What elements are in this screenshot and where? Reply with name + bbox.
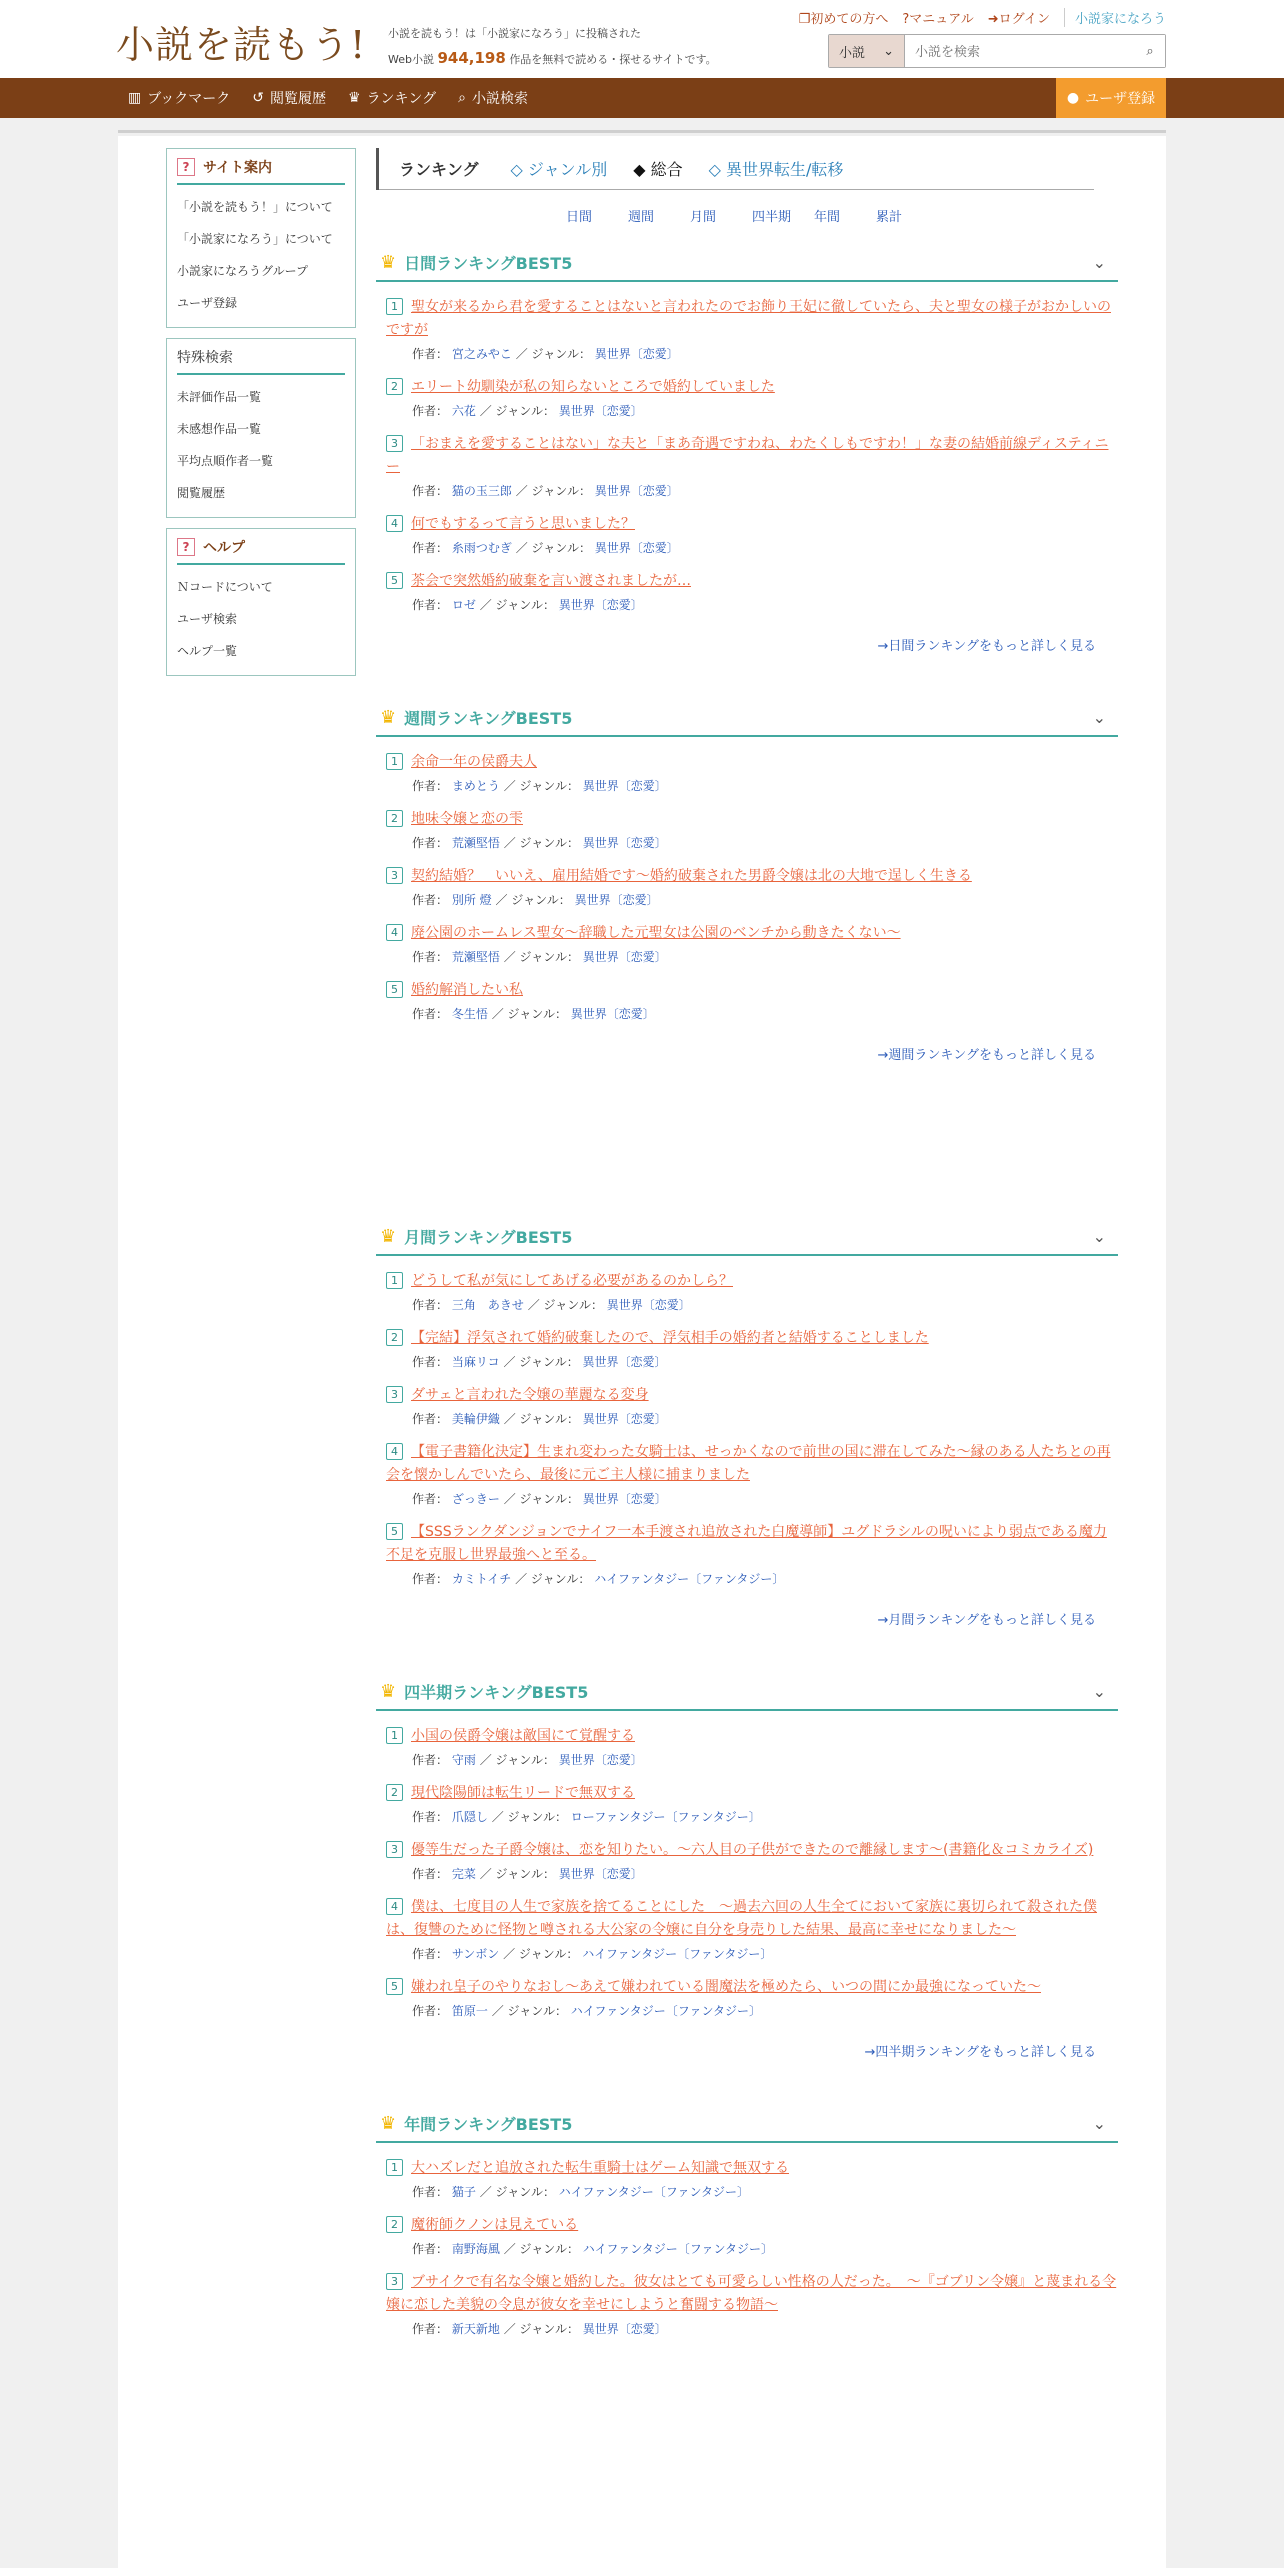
genre-label: ／ ジャンル： xyxy=(491,1007,567,1021)
genre-link[interactable]: 異世界〔恋愛〕 xyxy=(570,1007,655,1021)
genre-label: ／ ジャンル： xyxy=(503,779,579,793)
rank-number: 3 xyxy=(386,2273,403,2290)
chevron-down-icon[interactable]: ⌄ xyxy=(1092,708,1106,727)
genre-label: ／ ジャンル： xyxy=(503,1947,579,1961)
genre-link[interactable]: 異世界〔恋愛〕 xyxy=(594,541,679,555)
crown-icon: ♛ xyxy=(380,252,397,273)
list-item xyxy=(376,1962,1118,2019)
sidebar-item-help-list[interactable]: ヘルプ一覧 xyxy=(177,644,238,658)
period-cumulative[interactable]: 累計 xyxy=(876,210,903,225)
top-links xyxy=(799,8,1166,27)
novel-title-link[interactable]: 【電子書籍化決定】生まれ変わった女騎士は、せっかくなので前世の国に滞在してみた～縁のある人たちとの再会を懐かしんでいたら、最後に元ご主人様に捕まりました xyxy=(386,1444,1111,1483)
chevron-down-icon: ⌄ xyxy=(883,43,894,59)
chevron-down-icon[interactable]: ⌄ xyxy=(1092,253,1106,272)
help-title: ヘルプ xyxy=(203,540,245,556)
work-count: 944,198 xyxy=(437,49,506,67)
search-input[interactable] xyxy=(905,35,1135,67)
genre-label: ／ ジャンル： xyxy=(503,836,579,850)
section-title: 日間ランキングBEST5 xyxy=(404,254,573,273)
author-label: 作者： xyxy=(412,484,449,498)
author-link[interactable]: 別所 燈 xyxy=(451,893,492,907)
sidebar-item-ncode[interactable]: Ｎコードについて xyxy=(177,580,273,594)
author-link[interactable]: まめとう xyxy=(451,779,500,793)
novel-title-link[interactable]: 婚約解消したい私 xyxy=(411,982,523,998)
section-header[interactable] xyxy=(376,2112,1118,2143)
author-link[interactable]: 美輪伊織 xyxy=(451,1412,500,1426)
genre-label: ／ ジャンル： xyxy=(479,598,555,612)
author-label: 作者： xyxy=(412,1007,449,1021)
section-title: 月間ランキングBEST5 xyxy=(404,1228,573,1247)
rank-number: 5 xyxy=(386,1523,403,1540)
genre-label: ／ ジャンル： xyxy=(515,484,591,498)
rank-number: 3 xyxy=(386,1386,403,1403)
author-label: 作者： xyxy=(412,2185,449,2199)
nav-history[interactable]: ↺ 閲覧履歴 xyxy=(252,90,326,107)
author-label: 作者： xyxy=(412,779,449,793)
list-item xyxy=(376,1711,1118,1768)
author-label: 作者： xyxy=(412,1355,449,1369)
author-link[interactable]: 新天新地 xyxy=(451,2322,500,2336)
login-icon: ➜ xyxy=(987,12,999,27)
novel-title-link[interactable]: 契約結婚？ いいえ、雇用結婚です～婚約破棄された男爵令嬢は北の大地で逞しく生きる xyxy=(411,868,972,884)
author-label: 作者： xyxy=(412,1810,449,1824)
genre-link[interactable]: ハイファンタジー〔ファンタジー〕 xyxy=(558,2185,749,2199)
narou-logo-link[interactable]: 小説家になろう xyxy=(1064,8,1166,27)
genre-label: ／ ジャンル： xyxy=(503,2242,579,2256)
author-label: 作者： xyxy=(412,1753,449,1767)
book-icon: ❐ xyxy=(798,12,811,27)
genre-label: ／ ジャンル： xyxy=(503,1412,579,1426)
novel-title-link[interactable]: 僕は、七度目の人生で家族を捨てることにした ～過去六回の人生全てにおいて家族に裏切られて殺された僕は、復讐のために怪物と噂される大公家の令嬢に自分を身売りした結果、最高に幸せになりました～ xyxy=(386,1899,1097,1938)
sidebar-item-unrated[interactable]: 未評価作品一覧 xyxy=(177,390,262,404)
author-link[interactable]: 当麻リコ xyxy=(451,1355,500,1369)
genre-label: ／ ジャンル： xyxy=(515,541,591,555)
list-item xyxy=(376,2200,1118,2257)
genre-label: ／ ジャンル： xyxy=(491,1810,567,1824)
sidebar xyxy=(166,148,356,686)
list-item xyxy=(376,362,1118,419)
section-title: 週間ランキングBEST5 xyxy=(404,709,573,728)
novel-title-link[interactable]: 地味令嬢と恋の雫 xyxy=(411,811,523,827)
rank-number: 1 xyxy=(386,298,403,315)
genre-link[interactable]: 異世界〔恋愛〕 xyxy=(582,779,667,793)
period-daily[interactable]: 日間 xyxy=(566,210,593,225)
rank-number: 5 xyxy=(386,572,403,589)
ranking-content xyxy=(376,148,1118,2337)
genre-link[interactable]: 異世界〔恋愛〕 xyxy=(582,950,667,964)
genre-link[interactable]: 異世界〔恋愛〕 xyxy=(594,347,679,361)
list-item xyxy=(376,737,1118,794)
first-visit-link[interactable]: ❐初めての方へ xyxy=(798,12,889,27)
genre-link[interactable]: 異世界〔恋愛〕 xyxy=(558,598,643,612)
ranking-tabs xyxy=(376,148,1094,190)
tab-genre[interactable]: ◇ ジャンル別 xyxy=(510,160,608,179)
list-item xyxy=(376,794,1118,851)
main-frame xyxy=(118,136,1166,2568)
author-link[interactable]: 六花 xyxy=(451,404,476,418)
site-tagline: 小説を読もう！は「小説家になろう」に投稿された Web小説 944,198 作品を無料で読める・探せるサイトです。 xyxy=(388,27,717,67)
section-header[interactable] xyxy=(376,1225,1118,1256)
author-link[interactable]: 南野海風 xyxy=(451,2242,500,2256)
genre-label: ／ ジャンル： xyxy=(479,1753,555,1767)
ranking-section xyxy=(376,1680,1118,2060)
rank-number: 4 xyxy=(386,1898,403,1915)
ranking-heading: ランキング xyxy=(376,148,511,190)
help-box xyxy=(166,528,356,676)
rank-number: 2 xyxy=(386,2216,403,2233)
site-logo[interactable]: 小説を読もう! xyxy=(116,23,367,67)
rank-number: 5 xyxy=(386,1978,403,1995)
novel-title-link[interactable]: 【完結】浮気されて婚約破棄したので、浮気相手の婚約者と結婚することしました xyxy=(411,1330,929,1346)
tab-overall[interactable]: ◆ 総合 xyxy=(633,160,683,179)
list-item xyxy=(376,851,1118,908)
ranking-section xyxy=(376,2112,1118,2337)
list-item xyxy=(376,556,1118,613)
genre-label: ／ ジャンル： xyxy=(515,1572,591,1586)
author-link[interactable]: カミトイチ xyxy=(451,1572,512,1586)
author-link[interactable]: ロゼ xyxy=(451,598,476,612)
rank-number: 1 xyxy=(386,1272,403,1289)
list-item xyxy=(376,2143,1118,2200)
genre-link[interactable]: 異世界〔恋愛〕 xyxy=(574,893,659,907)
crown-icon: ♛ xyxy=(380,1681,397,1702)
search-icon: ⌕ xyxy=(458,90,466,106)
crown-icon: ♛ xyxy=(380,707,397,728)
period-weekly[interactable]: 週間 xyxy=(628,210,655,225)
novel-title-link[interactable]: 茶会で突然婚約破棄を言い渡されましたが… xyxy=(411,573,691,589)
genre-label: ／ ジャンル： xyxy=(479,404,555,418)
header-divider xyxy=(118,130,1166,133)
list-item xyxy=(376,1370,1118,1427)
site-guide-title: サイト案内 xyxy=(203,160,273,176)
section-header[interactable] xyxy=(376,1680,1118,1711)
novel-title-link[interactable]: 小国の侯爵令嬢は敵国にて覚醒する xyxy=(411,1728,635,1744)
novel-title-link[interactable]: どうして私が気にしてあげる必要があるのかしら？ xyxy=(411,1273,733,1289)
rank-number: 2 xyxy=(386,1329,403,1346)
more-ranking-link[interactable]: →週間ランキングをもっと詳しく見る xyxy=(877,1048,1096,1063)
ranking-section xyxy=(376,251,1118,654)
list-item xyxy=(376,499,1118,556)
novel-title-link[interactable]: 大ハズレだと追放された転生重騎士はゲーム知識で無双する xyxy=(411,2160,789,2176)
author-link[interactable]: 荒瀬堅悟 xyxy=(451,836,500,850)
author-link[interactable]: 爪隠し xyxy=(451,1810,488,1824)
nav-search[interactable]: ⌕ 小説検索 xyxy=(458,90,528,107)
novel-title-link[interactable]: 【SSSランクダンジョンでナイフ一本手渡され追放された白魔導師】ユグドラシルの呪いにより弱点である魔力不足を克服し世界最強へと至る。 xyxy=(386,1524,1107,1563)
novel-title-link[interactable]: 魔術師クノンは見えている xyxy=(411,2217,579,2233)
genre-link[interactable]: ハイファンタジー〔ファンタジー〕 xyxy=(582,1947,773,1961)
nav-ranking[interactable]: ♛ ランキング xyxy=(348,90,437,107)
bookmark-icon: ▥ xyxy=(128,90,142,106)
novel-title-link[interactable]: ブサイクで有名な令嬢と婚約した。彼女はとても可愛らしい性格の人だった。 ～『ゴブリン令嬢』と蔑まれる令嬢に恋した美貌の令息が彼女を幸せにしようと奮闘する物語～ xyxy=(386,2274,1117,2313)
period-yearly[interactable]: 年間 xyxy=(814,210,841,225)
crown-icon: ♛ xyxy=(380,1226,397,1247)
genre-label: ／ ジャンル： xyxy=(491,2004,567,2018)
section-title: 年間ランキングBEST5 xyxy=(404,2115,573,2134)
rank-number: 2 xyxy=(386,810,403,827)
novel-title-link[interactable]: 現代陰陽師は転生リードで無双する xyxy=(411,1785,635,1801)
genre-link[interactable]: 異世界〔恋愛〕 xyxy=(582,1492,667,1506)
special-search-box xyxy=(166,338,356,518)
sidebar-item-about-yomou[interactable]: 「小説を読もう！」について xyxy=(177,200,333,214)
author-label: 作者： xyxy=(412,598,449,612)
search-button[interactable] xyxy=(1135,35,1165,67)
author-link[interactable]: サンボン xyxy=(451,1947,500,1961)
chevron-down-icon[interactable]: ⌄ xyxy=(1092,1227,1106,1246)
genre-link[interactable]: 異世界〔恋愛〕 xyxy=(558,404,643,418)
list-item xyxy=(376,1507,1118,1587)
author-link[interactable]: 冬生悟 xyxy=(451,1007,488,1021)
list-item xyxy=(376,282,1118,362)
novel-title-link[interactable]: ダサェと言われた令嬢の華麗なる変身 xyxy=(411,1387,649,1403)
author-label: 作者： xyxy=(412,1867,449,1881)
sidebar-item-no-review[interactable]: 未感想作品一覧 xyxy=(177,422,262,436)
special-search-title: 特殊検索 xyxy=(177,347,345,375)
sidebar-item-narou-group[interactable]: 小説家になろうグループ xyxy=(177,264,309,278)
rank-number: 2 xyxy=(386,378,403,395)
list-item xyxy=(376,1768,1118,1825)
rank-number: 4 xyxy=(386,924,403,941)
genre-label: ／ ジャンル： xyxy=(503,1492,579,1506)
rank-number: 5 xyxy=(386,981,403,998)
list-item xyxy=(376,1313,1118,1370)
author-label: 作者： xyxy=(412,836,449,850)
genre-link[interactable]: 異世界〔恋愛〕 xyxy=(582,1355,667,1369)
author-link[interactable]: 猫子 xyxy=(451,2185,476,2199)
section-title: 四半期ランキングBEST5 xyxy=(404,1683,589,1702)
author-label: 作者： xyxy=(412,541,449,555)
author-label: 作者： xyxy=(412,404,449,418)
genre-link[interactable]: 異世界〔恋愛〕 xyxy=(558,1867,643,1881)
search-bar xyxy=(828,34,1166,68)
list-item xyxy=(376,965,1118,1022)
author-link[interactable]: 笛原一 xyxy=(451,2004,488,2018)
manual-link[interactable]: ?マニュアル xyxy=(902,12,974,27)
sidebar-item-register[interactable]: ユーザ登録 xyxy=(177,296,238,310)
genre-link[interactable]: 異世界〔恋愛〕 xyxy=(558,1753,643,1767)
novel-title-link[interactable]: 優等生だった子爵令嬢は、恋を知りたい。～六人目の子供ができたので離縁します～(書籍化＆コミカライズ) xyxy=(411,1842,1094,1858)
genre-label: ／ ジャンル： xyxy=(503,2322,579,2336)
ranking-section xyxy=(376,706,1118,1063)
genre-label: ／ ジャンル： xyxy=(503,950,579,964)
novel-title-link[interactable]: 何でもするって言うと思いました？ xyxy=(411,516,635,532)
author-label: 作者： xyxy=(412,950,449,964)
author-label: 作者： xyxy=(412,347,449,361)
genre-label: ／ ジャンル： xyxy=(479,2185,555,2199)
chevron-down-icon[interactable]: ⌄ xyxy=(1092,2114,1106,2133)
author-link[interactable]: 荒瀬堅悟 xyxy=(451,950,500,964)
genre-label: ／ ジャンル： xyxy=(495,893,571,907)
author-label: 作者： xyxy=(412,1298,449,1312)
genre-link[interactable]: ハイファンタジー〔ファンタジー〕 xyxy=(594,1572,785,1586)
rank-number: 2 xyxy=(386,1784,403,1801)
chevron-down-icon[interactable]: ⌄ xyxy=(1092,1682,1106,1701)
section-header[interactable] xyxy=(376,251,1118,282)
author-link[interactable]: 糸雨つむぎ xyxy=(451,541,512,555)
list-item xyxy=(376,419,1118,499)
genre-link[interactable]: ハイファンタジー〔ファンタジー〕 xyxy=(570,2004,761,2018)
rank-number: 3 xyxy=(386,435,403,452)
rank-number: 1 xyxy=(386,2159,403,2176)
help-icon: ? xyxy=(177,538,195,556)
genre-label: ／ ジャンル： xyxy=(503,1355,579,1369)
novel-title-link[interactable]: 「おまえを愛することはない」な夫と「まあ奇遇ですわね、わたくしもですわ！」な妻の結婚前線ディスティニー xyxy=(386,436,1109,475)
genre-link[interactable]: 異世界〔恋愛〕 xyxy=(606,1298,691,1312)
genre-link[interactable]: 異世界〔恋愛〕 xyxy=(582,1412,667,1426)
tab-isekai[interactable]: ◇ 異世界転生/転移 xyxy=(708,160,844,179)
genre-label: ／ ジャンル： xyxy=(515,347,591,361)
main-nav xyxy=(0,78,1284,118)
author-label: 作者： xyxy=(412,2242,449,2256)
novel-title-link[interactable]: 余命一年の侯爵夫人 xyxy=(411,754,537,770)
site-guide-box xyxy=(166,148,356,328)
list-item xyxy=(376,1825,1118,1882)
genre-link[interactable]: 異世界〔恋愛〕 xyxy=(582,836,667,850)
period-links xyxy=(566,206,1118,225)
rank-number: 4 xyxy=(386,1443,403,1460)
user-icon: ● xyxy=(1066,90,1080,106)
author-link[interactable]: 完菜 xyxy=(451,1867,476,1881)
sidebar-item-history[interactable]: 閲覧履歴 xyxy=(177,486,226,500)
rank-number: 1 xyxy=(386,753,403,770)
history-icon: ↺ xyxy=(252,90,264,106)
list-item xyxy=(376,1256,1118,1313)
genre-label: ／ ジャンル： xyxy=(527,1298,603,1312)
list-item xyxy=(376,1882,1118,1962)
section-header[interactable] xyxy=(376,706,1118,737)
author-label: 作者： xyxy=(412,2004,449,2018)
novel-title-link[interactable]: 聖女が来るから君を愛することはないと言われたのでお飾り王妃に徹していたら、夫と聖女の様子がおかしいのですが xyxy=(386,299,1111,338)
novel-title-link[interactable]: 廃公園のホームレス聖女～辞職した元聖女は公園のベンチから動きたくない～ xyxy=(411,925,901,941)
rank-number: 3 xyxy=(386,867,403,884)
rank-number: 3 xyxy=(386,1841,403,1858)
ranking-section xyxy=(376,1225,1118,1628)
author-link[interactable]: 宮之みやこ xyxy=(451,347,512,361)
crown-icon: ♛ xyxy=(348,90,361,106)
author-label: 作者： xyxy=(412,1947,449,1961)
login-link[interactable]: ➜ログイン xyxy=(987,12,1050,27)
period-monthly[interactable]: 月間 xyxy=(690,210,717,225)
rank-number: 1 xyxy=(386,1727,403,1744)
novel-title-link[interactable]: 嫌われ皇子のやりなおし～あえて嫌われている闇魔法を極めたら、いつの間にか最強になっていた～ xyxy=(411,1979,1041,1995)
genre-link[interactable]: 異世界〔恋愛〕 xyxy=(594,484,679,498)
rank-number: 4 xyxy=(386,515,403,532)
register-button[interactable]: ● ユーザ登録 xyxy=(1056,78,1166,118)
genre-link[interactable]: ハイファンタジー〔ファンタジー〕 xyxy=(582,2242,773,2256)
question-icon: ? xyxy=(902,12,910,27)
more-ranking-link[interactable]: →四半期ランキングをもっと詳しく見る xyxy=(864,2045,1096,2060)
genre-label: ／ ジャンル： xyxy=(479,1867,555,1881)
help-icon: ? xyxy=(177,158,195,176)
author-label: 作者： xyxy=(412,1572,449,1586)
list-item xyxy=(376,1427,1118,1507)
genre-link[interactable]: 異世界〔恋愛〕 xyxy=(582,2322,667,2336)
author-label: 作者： xyxy=(412,2322,449,2336)
genre-link[interactable]: ローファンタジー〔ファンタジー〕 xyxy=(570,1810,761,1824)
author-link[interactable]: 三角 あきせ xyxy=(451,1298,524,1312)
list-item xyxy=(376,908,1118,965)
author-label: 作者： xyxy=(412,893,449,907)
sidebar-item-user-search[interactable]: ユーザ検索 xyxy=(177,612,238,626)
more-ranking-link[interactable]: →日間ランキングをもっと詳しく見る xyxy=(877,639,1096,654)
period-quarterly[interactable]: 四半期 xyxy=(752,210,792,225)
author-link[interactable]: 守雨 xyxy=(451,1753,476,1767)
author-link[interactable]: ざっきー xyxy=(451,1492,500,1506)
site-header xyxy=(0,0,1284,78)
list-item xyxy=(376,2257,1118,2337)
author-link[interactable]: 猫の玉三郎 xyxy=(451,484,512,498)
more-ranking-link[interactable]: →月間ランキングをもっと詳しく見る xyxy=(877,1613,1096,1628)
novel-title-link[interactable]: エリート幼馴染が私の知らないところで婚約していました xyxy=(411,379,775,395)
search-type-select[interactable]: 小説 ⌄ xyxy=(829,35,905,67)
search-icon: ⌕ xyxy=(1146,43,1154,59)
sidebar-item-about-narou[interactable]: 「小説家になろう」について xyxy=(177,232,333,246)
author-label: 作者： xyxy=(412,1492,449,1506)
author-label: 作者： xyxy=(412,1412,449,1426)
sidebar-item-avg-authors[interactable]: 平均点順作者一覧 xyxy=(177,454,274,468)
crown-icon: ♛ xyxy=(380,2113,397,2134)
nav-bookmark[interactable]: ▥ ブックマーク xyxy=(128,90,231,107)
